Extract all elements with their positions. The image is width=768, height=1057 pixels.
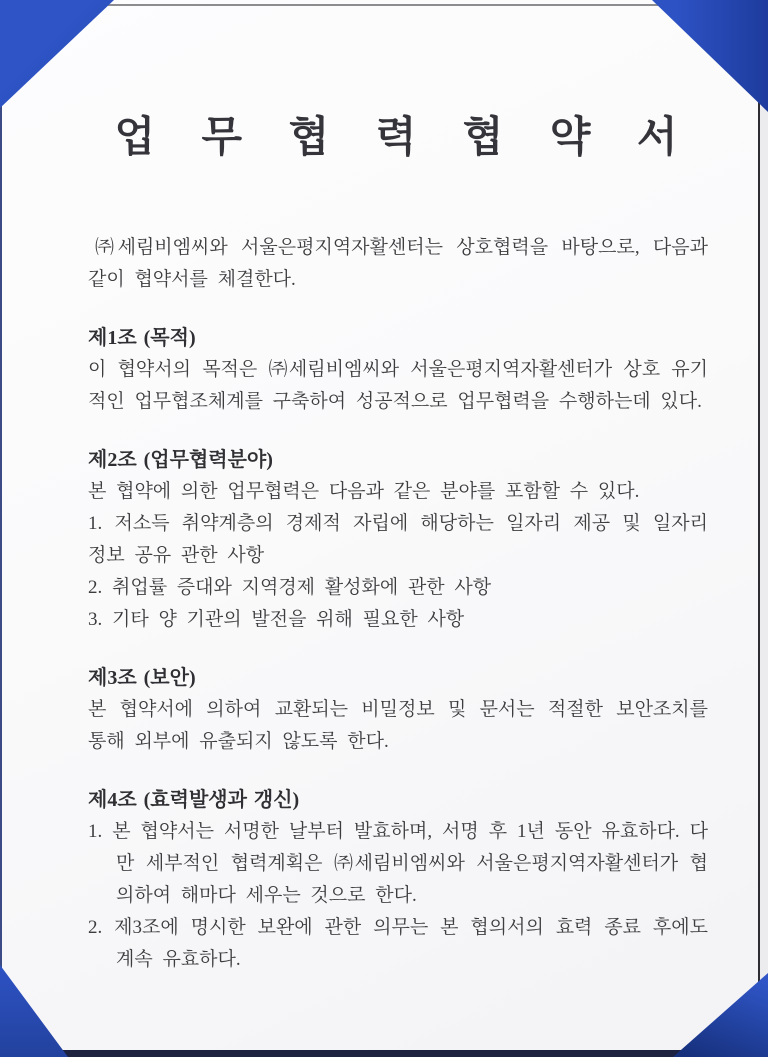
article-3-body: 본 협약서에 의하여 교환되는 비밀정보 및 문서는 적절한 보안조치를 통해 외부에 유출되지 않도록 한다. (88, 699, 708, 752)
paper-bottom-edge-line (40, 1050, 718, 1057)
article-2-items (88, 508, 708, 636)
article-2-body: 본 협약에 의한 업무협력은 다음과 같은 분야를 포함할 수 있다. (88, 481, 640, 502)
article-4-item-1: 1. 본 협약서는 서명한 날부터 발효하며, 서명 후 1년 동안 유효하다. 다만 세부적인 협력계획은 ㈜세림비엠씨와 서울은평지역자활센터가 협의하여 해마다 세우는 것으로 한다. (88, 821, 708, 906)
article-4 (88, 784, 708, 976)
article-4-items (88, 816, 708, 976)
article-2-item-2: 2. 취업률 증대와 지역경제 활성화에 관한 사항 (88, 577, 492, 598)
paper-right-margin (760, 0, 768, 1057)
article-2-item-1: 1. 저소득 취약계층의 경제적 자립에 해당하는 일자리 제공 및 일자리 정보 공유 관한 사항 (88, 513, 708, 566)
paper-left-edge-line (0, 0, 2, 1057)
paper-right-edge-line (758, 0, 760, 1057)
article-1-heading: 제1조 (목적) (88, 327, 196, 349)
article-1-body: 이 협약서의 목적은 ㈜세림비엠씨와 서울은평지역자활센터가 상호 유기적인 업무협조체계를 구축하여 성공적으로 업무협력을 수행하는데 있다. (88, 359, 708, 412)
article-3-heading: 제3조 (보안) (88, 667, 196, 689)
article-4-item-2: 2. 제3조에 명시한 보완에 관한 의무는 본 협의서의 효력 종료 후에도 계속 유효하다. (88, 917, 708, 970)
agreement-document (88, 0, 708, 976)
document-title: 업 무 협 력 협 약 서 (114, 115, 696, 161)
article-2-item-3: 3. 기타 양 기관의 발전을 위해 필요한 사항 (88, 609, 465, 630)
article-2-heading: 제2조 (업무협력분야) (88, 449, 273, 471)
article-1 (88, 322, 708, 418)
article-4-heading: 제4조 (효력발생과 갱신) (88, 789, 300, 811)
article-2 (88, 444, 708, 636)
article-3 (88, 662, 708, 758)
intro-paragraph: ㈜세림비엠씨와 서울은평지역자활센터는 상호협력을 바탕으로, 다음과 같이 협약서를 체결한다. (88, 237, 708, 290)
